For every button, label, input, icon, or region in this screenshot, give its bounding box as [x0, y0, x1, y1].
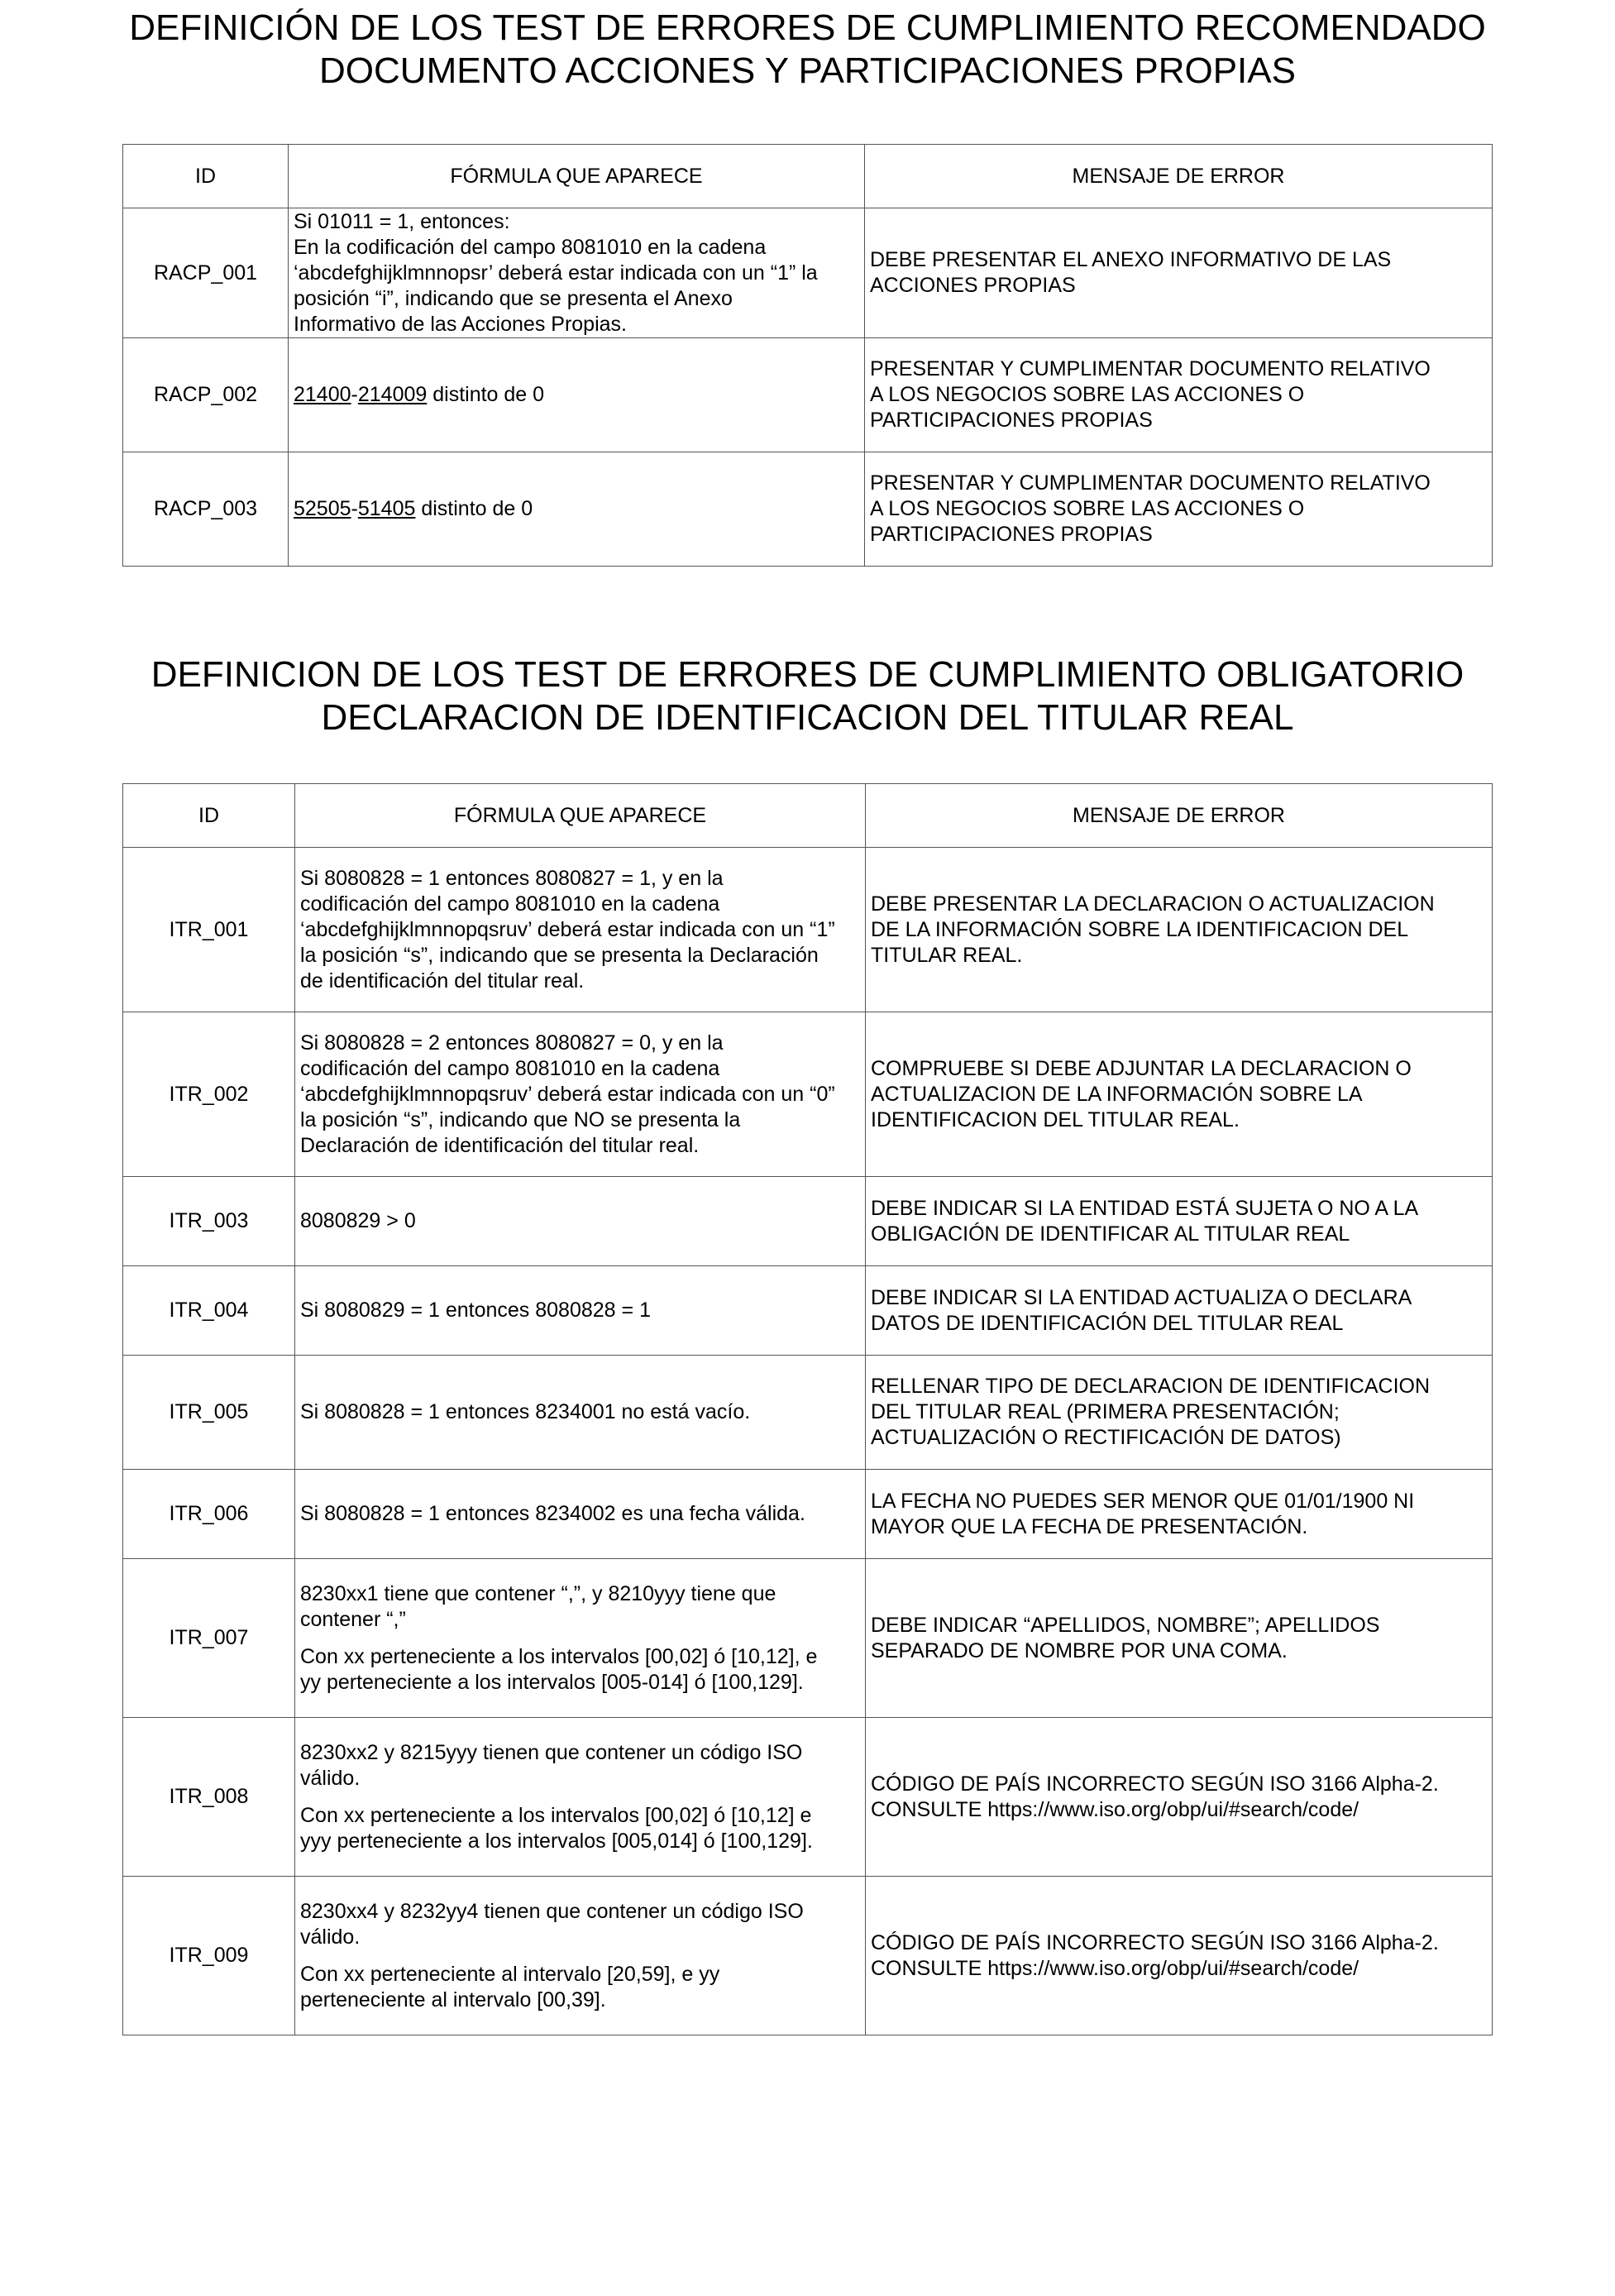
formula-line: posición “i”, indicando que se presenta el Anexo	[294, 286, 733, 310]
row-formula	[289, 452, 865, 567]
formula-line: Con xx perteneciente al intervalo [20,59], e yy	[300, 1962, 720, 1986]
message-line: TITULAR REAL.	[871, 943, 1023, 967]
row-message	[866, 1877, 1493, 2035]
formula-line: En la codificación del campo 8081010 en la cadena	[294, 235, 767, 259]
message-line: DEL TITULAR REAL (PRIMERA PRESENTACIÓN;	[871, 1400, 1340, 1423]
row-message	[866, 1012, 1493, 1177]
row-message	[866, 1559, 1493, 1718]
header-id: ID	[123, 145, 289, 208]
message-line: PRESENTAR Y CUMPLIMENTAR DOCUMENTO RELATIVO	[870, 357, 1431, 380]
header-formula: FÓRMULA QUE APARECE	[295, 784, 866, 848]
row-formula	[295, 1266, 866, 1356]
table-header-row	[123, 145, 1493, 208]
section1-title-line1: DEFINICIÓN DE LOS TEST DE ERRORES DE CUMPLIMIENTO RECOMENDADO	[129, 7, 1486, 48]
row-formula	[295, 1877, 866, 2035]
formula-line: de identificación del titular real.	[300, 969, 585, 993]
message-line: ACCIONES PROPIAS	[870, 274, 1076, 297]
section2-title	[0, 653, 1615, 739]
message-line: MAYOR QUE LA FECHA DE PRESENTACIÓN.	[871, 1514, 1308, 1538]
section1-title-line2: DOCUMENTO ACCIONES Y PARTICIPACIONES PROPIAS	[319, 50, 1296, 91]
message-line: PARTICIPACIONES PROPIAS	[870, 409, 1153, 432]
header-message: MENSAJE DE ERROR	[865, 145, 1493, 208]
row-message	[865, 452, 1493, 567]
field-code-link: 51405	[357, 497, 416, 520]
message-line: A LOS NEGOCIOS SOBRE LAS ACCIONES O	[870, 383, 1305, 406]
formula-condition: distinto de 0	[427, 383, 545, 406]
formula-line: Si 8080829 = 1 entonces 8080828 = 1	[300, 1299, 651, 1322]
paragraph-gap	[300, 1950, 860, 1962]
message-line: DEBE INDICAR “APELLIDOS, NOMBRE”; APELLIDOS	[871, 1613, 1380, 1637]
table-row	[123, 452, 1493, 567]
row-id: ITR_007	[123, 1559, 295, 1718]
message-line: SEPARADO DE NOMBRE POR UNA COMA.	[871, 1638, 1288, 1662]
message-line: CÓDIGO DE PAÍS INCORRECTO SEGÚN ISO 3166 Alpha-2.	[871, 1772, 1439, 1796]
message-line: A LOS NEGOCIOS SOBRE LAS ACCIONES O	[870, 497, 1305, 520]
formula-line: la posición “s”, indicando que NO se presenta la	[300, 1107, 741, 1131]
formula-line: Si 01011 = 1, entonces:	[294, 209, 510, 233]
row-formula	[295, 1559, 866, 1718]
formula-line: Con xx perteneciente a los intervalos [00,02] ó [10,12], e	[300, 1644, 818, 1668]
row-id: ITR_002	[123, 1012, 295, 1177]
header-message: MENSAJE DE ERROR	[866, 784, 1493, 848]
table-row	[123, 1877, 1493, 2035]
table-row	[123, 1470, 1493, 1559]
message-line: ACTUALIZACIÓN O RECTIFICACIÓN DE DATOS)	[871, 1426, 1341, 1449]
row-message	[865, 338, 1493, 452]
row-id: ITR_003	[123, 1177, 295, 1266]
row-formula	[289, 338, 865, 452]
message-line: CONSULTE https://www.iso.org/obp/ui/#search/code/	[871, 1797, 1359, 1821]
row-id: RACP_001	[123, 208, 289, 338]
formula-line: ‘abcdefghijklmnnopqsruv’ deberá estar indicada con un “1”	[300, 917, 835, 941]
row-formula	[295, 1177, 866, 1266]
formula-line: válido.	[300, 1925, 361, 1949]
formula-line: yy perteneciente a los intervalos [005-014] ó [100,129].	[300, 1670, 804, 1694]
message-line: DEBE PRESENTAR LA DECLARACION O ACTUALIZACION	[871, 892, 1435, 916]
section2-title-line2: DECLARACION DE IDENTIFICACION DEL TITULAR REAL	[321, 697, 1294, 738]
table-row	[123, 1266, 1493, 1356]
message-line: IDENTIFICACION DEL TITULAR REAL.	[871, 1107, 1240, 1131]
row-message	[866, 1470, 1493, 1559]
row-formula	[295, 1012, 866, 1177]
message-line: OBLIGACIÓN DE IDENTIFICAR AL TITULAR REAL	[871, 1222, 1350, 1246]
table-row	[123, 338, 1493, 452]
paragraph-gap	[300, 1633, 860, 1644]
header-id: ID	[123, 784, 295, 848]
formula-line: 8230xx1 tiene que contener “,”, y 8210yyy tiene que	[300, 1581, 776, 1605]
formula-line: Con xx perteneciente a los intervalos [00,02] ó [10,12] e	[300, 1803, 812, 1827]
table-row	[123, 1559, 1493, 1718]
table-row	[123, 1177, 1493, 1266]
message-line: COMPRUEBE SI DEBE ADJUNTAR LA DECLARACION O	[871, 1056, 1412, 1080]
formula-line: ‘abcdefghijklmnnopsr’ deberá estar indicada con un “1” la	[294, 261, 818, 285]
formula-line: 8230xx4 y 8232yy4 tienen que contener un código ISO	[300, 1899, 804, 1923]
message-line: DEBE INDICAR SI LA ENTIDAD ACTUALIZA O DECLARA	[871, 1285, 1412, 1309]
message-line: PARTICIPACIONES PROPIAS	[870, 523, 1153, 546]
formula-operator: -	[351, 383, 358, 406]
message-line: RELLENAR TIPO DE DECLARACION DE IDENTIFICACION	[871, 1375, 1431, 1398]
row-formula	[295, 848, 866, 1012]
message-line: ACTUALIZACION DE LA INFORMACIÓN SOBRE LA	[871, 1082, 1363, 1106]
row-id: ITR_005	[123, 1356, 295, 1470]
formula-line: válido.	[300, 1766, 361, 1790]
row-id: RACP_002	[123, 338, 289, 452]
row-formula	[295, 1718, 866, 1877]
row-message	[866, 1718, 1493, 1877]
formula-line: Si 8080828 = 2 entonces 8080827 = 0, y en la	[300, 1031, 724, 1055]
row-id: ITR_008	[123, 1718, 295, 1877]
row-id: ITR_009	[123, 1877, 295, 2035]
formula-condition: distinto de 0	[415, 497, 533, 520]
mandatory-tests-table	[122, 783, 1493, 2035]
table-row	[123, 1012, 1493, 1177]
message-line: CONSULTE https://www.iso.org/obp/ui/#search/code/	[871, 1956, 1359, 1980]
field-code-link: 52505	[294, 497, 351, 520]
formula-line: la posición “s”, indicando que se presenta la Declaración	[300, 943, 819, 967]
formula-line: Si 8080828 = 1 entonces 8234001 no está vacío.	[300, 1400, 751, 1423]
message-line: LA FECHA NO PUEDES SER MENOR QUE 01/01/1900 NI	[871, 1489, 1415, 1513]
message-line: PRESENTAR Y CUMPLIMENTAR DOCUMENTO RELATIVO	[870, 471, 1431, 495]
formula-line: perteneciente al intervalo [00,39].	[300, 1987, 606, 2011]
header-formula: FÓRMULA QUE APARECE	[289, 145, 865, 208]
formula-line: Si 8080828 = 1 entonces 8080827 = 1, y en la	[300, 866, 724, 890]
formula-line: Si 8080828 = 1 entonces 8234002 es una fecha válida.	[300, 1502, 805, 1525]
message-line: DATOS DE IDENTIFICACIÓN DEL TITULAR REAL	[871, 1311, 1344, 1335]
message-line: CÓDIGO DE PAÍS INCORRECTO SEGÚN ISO 3166 Alpha-2.	[871, 1930, 1439, 1954]
message-line: DE LA INFORMACIÓN SOBRE LA IDENTIFICACION DEL	[871, 917, 1409, 941]
row-message	[866, 1266, 1493, 1356]
row-id: ITR_006	[123, 1470, 295, 1559]
table-row	[123, 1718, 1493, 1877]
field-code-link: 214009	[357, 383, 428, 406]
row-message	[865, 208, 1493, 338]
row-message	[866, 1356, 1493, 1470]
formula-operator: -	[351, 497, 358, 520]
field-code-link: 21400	[294, 383, 351, 406]
formula-line: Declaración de identificación del titular real.	[300, 1133, 700, 1157]
message-line: DEBE INDICAR SI LA ENTIDAD ESTÁ SUJETA O NO A LA	[871, 1196, 1419, 1220]
formula-line: codificación del campo 8081010 en la cadena	[300, 892, 720, 916]
row-formula	[295, 1356, 866, 1470]
row-id: ITR_004	[123, 1266, 295, 1356]
table-row	[123, 848, 1493, 1012]
message-line: DEBE PRESENTAR EL ANEXO INFORMATIVO DE LAS	[870, 248, 1392, 271]
row-id: ITR_001	[123, 848, 295, 1012]
formula-line: codificación del campo 8081010 en la cadena	[300, 1056, 720, 1080]
table-header-row	[123, 784, 1493, 848]
table-row	[123, 1356, 1493, 1470]
paragraph-gap	[300, 1791, 860, 1803]
formula-line: 8230xx2 y 8215yyy tienen que contener un código ISO	[300, 1740, 803, 1764]
formula-line: Informativo de las Acciones Propias.	[294, 312, 627, 336]
section2-title-line1: DEFINICION DE LOS TEST DE ERRORES DE CUMPLIMIENTO OBLIGATORIO	[151, 654, 1464, 695]
formula-line: contener “,”	[300, 1607, 406, 1631]
table-row	[123, 208, 1493, 338]
row-formula	[289, 208, 865, 338]
section1-title	[0, 7, 1615, 93]
row-id: RACP_003	[123, 452, 289, 567]
row-message	[866, 1177, 1493, 1266]
formula-line: 8080829 > 0	[300, 1209, 416, 1232]
row-message	[866, 848, 1493, 1012]
formula-line: ‘abcdefghijklmnnopqsruv’ deberá estar indicada con un “0”	[300, 1082, 835, 1106]
row-formula	[295, 1470, 866, 1559]
recommended-tests-table	[122, 144, 1493, 567]
formula-line: yyy perteneciente a los intervalos [005,014] ó [100,129].	[300, 1829, 813, 1853]
